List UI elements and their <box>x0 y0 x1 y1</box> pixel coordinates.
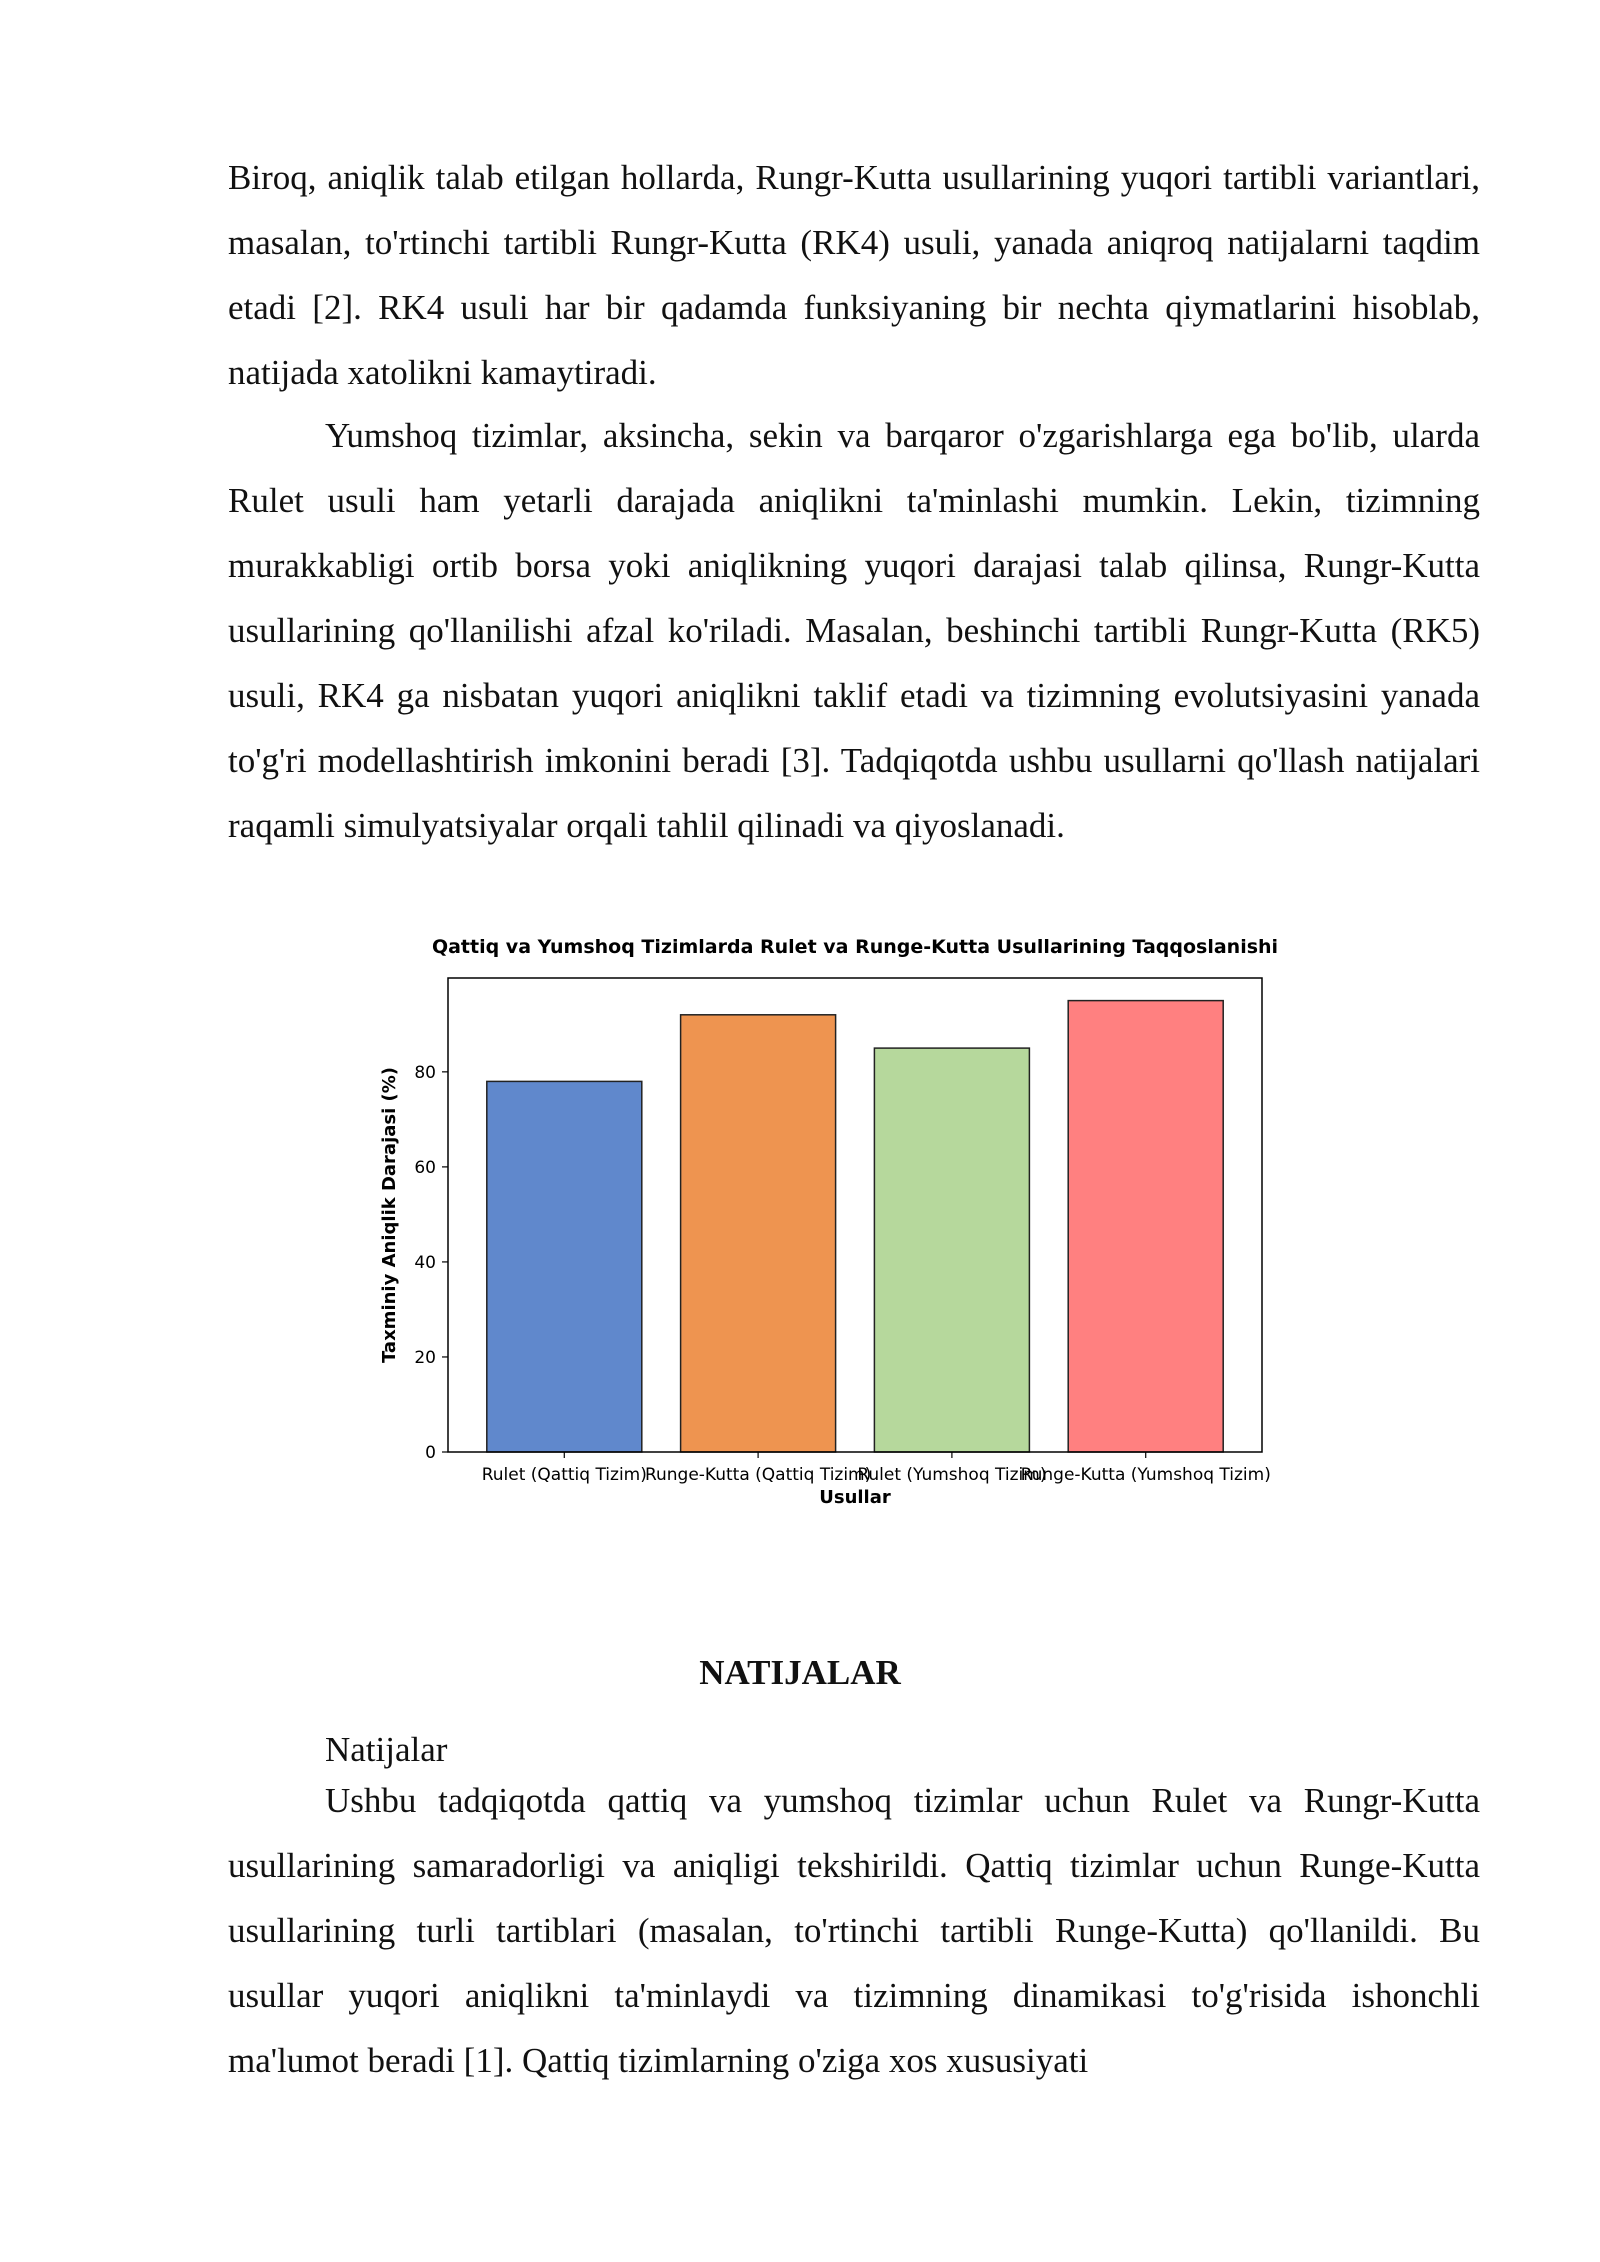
paragraph-soft-systems: Yumshoq tizimlar, aksincha, sekin va barqaror o'zgarishlarga ega bo'lib, ularda Rulet usuli ham yetarli darajada aniqlikni ta'minlashi mumkin. Lekin, tizimning murakkabligi ortib borsa yoki aniqlikning yuqori darajasi talab qilinsa, Rungr-Kutta usullarining qo'llanilishi afzal ko'riladi. Masalan, beshinchi tartibli Rungr-Kutta (RK5) usuli, RK4 ga nisbatan yuqori aniqlikni taklif etadi va tizimning evolutsiyasini yanada to'g'ri modellashtirish imkonini beradi [3]. Tadqiqotda ushbu usullarni qo'llash natijalari raqamli simulyatsiyalar orqali tahlil qilinadi va qiyoslanadi. <box>228 416 1480 845</box>
y-tick-label: 20 <box>414 1347 436 1368</box>
bar-1 <box>487 1081 642 1452</box>
y-tick-label: 0 <box>425 1443 436 1463</box>
y-tick-label: 40 <box>414 1252 436 1273</box>
bar-2 <box>681 1015 836 1452</box>
x-tick-label: Runge-Kutta (Qattiq Tizim) <box>644 1465 872 1485</box>
bar-chart <box>370 930 1310 1530</box>
x-tick-label: Runge-Kutta (Yumshoq Tizim) <box>1020 1465 1271 1485</box>
section-heading: NATIJALAR <box>699 1653 901 1692</box>
y-tick-label: 80 <box>414 1062 436 1083</box>
bar-4 <box>1068 1001 1223 1452</box>
paragraph-rk4: Biroq, aniqlik talab etilgan hollarda, Rungr-Kutta usullarining yuqori tartibli variantlari, masalan, to'rtinchi tartibli Rungr-Kutta (RK4) usuli, yanada aniqroq natijalarni taqdim etadi [2]. RK4 usuli har bir qadamda funksiyaning bir nechta qiymatlarini hisoblab, natijada xatolikni kamaytiradi. <box>228 158 1480 392</box>
paragraph-results: Ushbu tadqiqotda qattiq va yumshoq tizimlar uchun Rulet va Rungr-Kutta usullarining samaradorligi va aniqligi tekshirildi. Qattiq tizimlar uchun Runge-Kutta usullarining turli tartiblari (masalan, to'rtinchi tartibli Runge-Kutta) qo'llanildi. Bu usullar yuqori aniqlikni ta'minlaydi va tizimning dinamikasi to'g'risida ishonchli ma'lumot beradi [1]. Qattiq tizimlarning o'ziga xos xususiyati <box>228 1781 1480 2080</box>
y-tick-label: 60 <box>414 1157 436 1178</box>
subsection-heading: Natijalar <box>325 1730 448 1769</box>
x-tick-label: Rulet (Yumshoq Tizim) <box>857 1465 1047 1485</box>
bar-3 <box>874 1048 1029 1452</box>
x-tick-label: Rulet (Qattiq Tizim) <box>481 1465 647 1485</box>
bar-chart-figure <box>370 930 1310 1530</box>
y-axis-label: Taxminiy Aniqlik Darajasi (%) <box>379 1066 400 1364</box>
chart-title: Qattiq va Yumshoq Tizimlarda Rulet va Runge-Kutta Usullarining Taqqoslanishi <box>431 936 1279 958</box>
x-axis-label: Usullar <box>819 1487 891 1508</box>
